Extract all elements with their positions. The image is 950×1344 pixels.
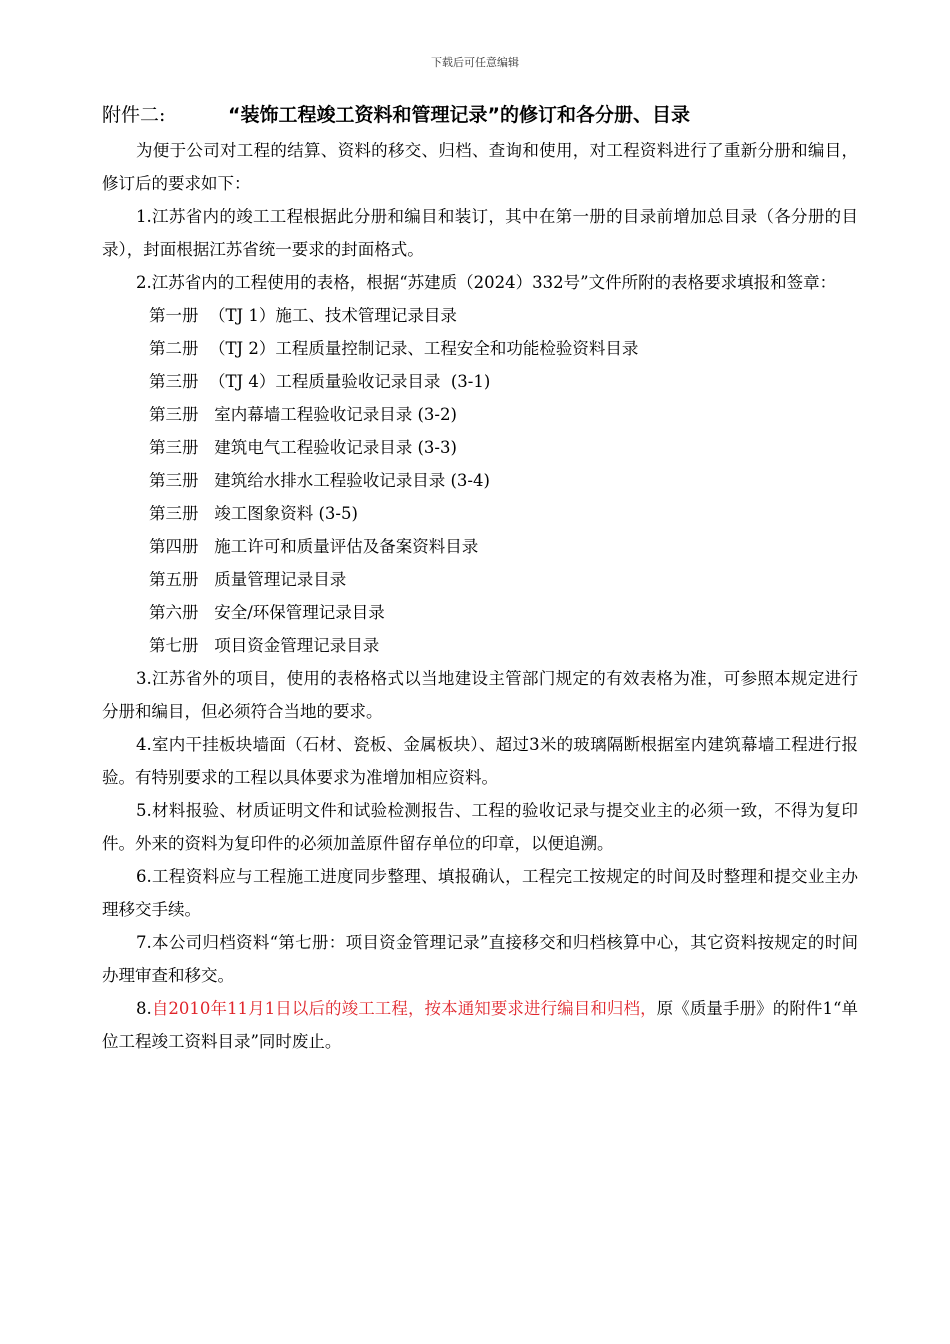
volume-7: 第七册 项目资金管理记录目录	[149, 636, 380, 655]
item-8-rest: 原《质量手册》的附件1“单位工程竣工资料目录”同时废止。	[102, 999, 858, 1051]
item-5: 5.材料报验、材质证明文件和试验检测报告、工程的验收记录与提交业主的必须一致，不得为复印件。外来的资料为复印件的必须加盖原件留存单位的印章，以便追溯。	[102, 801, 858, 853]
intro-paragraph: 为便于公司对工程的结算、资料的移交、归档、查询和使用，对工程资料进行了重新分册和编目，修订后的要求如下：	[102, 141, 858, 193]
volume-3-3: 第三册 建筑电气工程验收记录目录 (3-3)	[149, 438, 457, 457]
item-8-highlight: 自2010年11月1日以后的竣工工程，按本通知要求进行编目和归档，	[151, 999, 657, 1018]
volume-2: 第二册 （TJ 2）工程质量控制记录、工程安全和功能检验资料目录	[149, 339, 639, 358]
document-body	[102, 134, 858, 1058]
title-main: “装饰工程竣工资料和管理记录”的修订和各分册、目录	[228, 104, 690, 126]
item-2: 2.江苏省内的工程使用的表格，根据“苏建质（2024）332号”文件所附的表格要求填报和签章：	[136, 273, 837, 292]
volume-3-2: 第三册 室内幕墙工程验收记录目录 (3-2)	[149, 405, 457, 424]
volume-3-5: 第三册 竣工图象资料 (3-5)	[149, 504, 358, 523]
item-3: 3.江苏省外的项目，使用的表格格式以当地建设主管部门规定的有效表格为准，可参照本规定进行分册和编目，但必须符合当地的要求。	[102, 669, 858, 721]
title-prefix: 附件二:	[102, 104, 166, 126]
volume-5: 第五册 质量管理记录目录	[149, 570, 347, 589]
item-8	[102, 992, 858, 1058]
item-7: 7.本公司归档资料“第七册：项目资金管理记录”直接移交和归档核算中心，其它资料按规定的时间办理审查和移交。	[102, 933, 858, 985]
volume-1: 第一册 （TJ 1）施工、技术管理记录目录	[149, 306, 457, 325]
volume-3-1: 第三册 （TJ 4）工程质量验收记录目录 (3-1)	[149, 372, 491, 391]
item-8-number: 8.	[136, 999, 152, 1018]
volume-6: 第六册 安全/环保管理记录目录	[149, 603, 385, 622]
volume-4: 第四册 施工许可和质量评估及备案资料目录	[149, 537, 479, 556]
item-6: 6.工程资料应与工程施工进度同步整理、填报确认，工程完工按规定的时间及时整理和提交业主办理移交手续。	[102, 867, 858, 919]
page-header: 下载后可任意编辑	[431, 56, 519, 69]
document-title	[102, 100, 862, 127]
item-1: 1.江苏省内的竣工工程根据此分册和编目和装订，其中在第一册的目录前增加总目录（各分册的目录），封面根据江苏省统一要求的封面格式。	[102, 207, 858, 259]
volume-3-4: 第三册 建筑给水排水工程验收记录目录 (3-4)	[149, 471, 490, 490]
item-4: 4.室内干挂板块墙面（石材、瓷板、金属板块）、超过3米的玻璃隔断根据室内建筑幕墙工程进行报验。有特别要求的工程以具体要求为准增加相应资料。	[102, 735, 858, 787]
